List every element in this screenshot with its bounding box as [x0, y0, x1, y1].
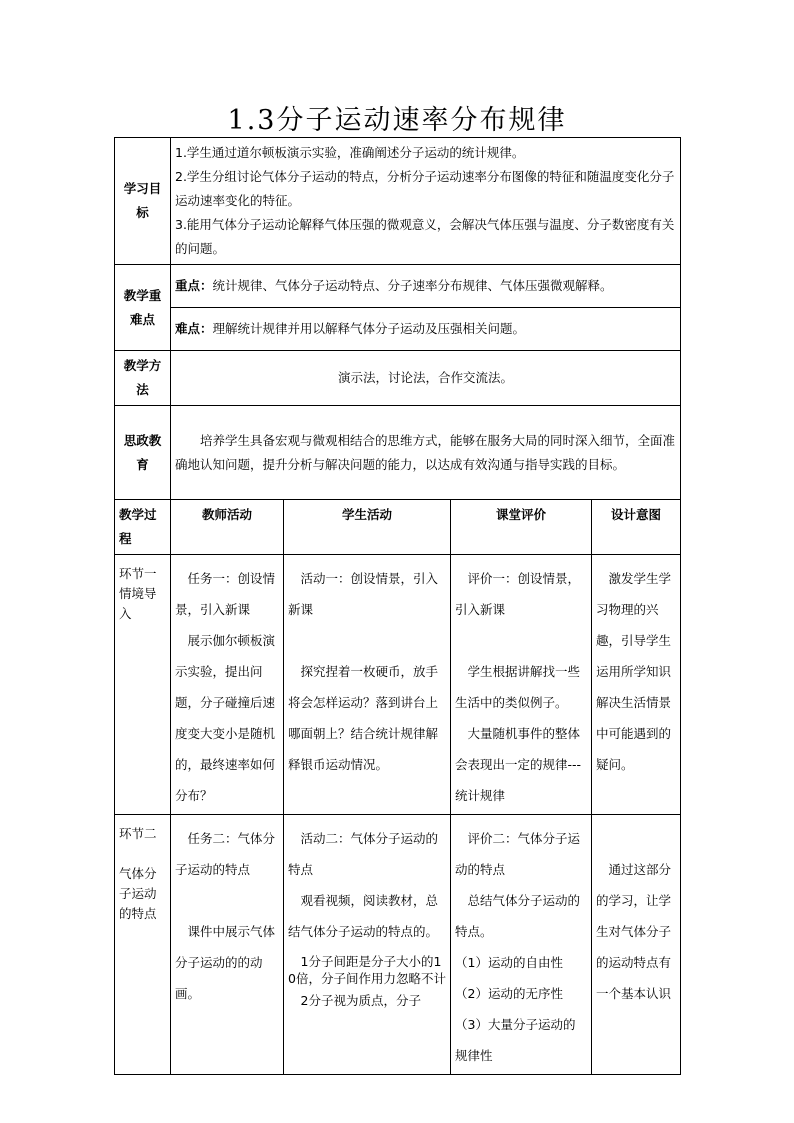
teacher-activity: 任务二：气体分子运动的特点: [175, 831, 276, 877]
difficulty-row: [115, 308, 681, 351]
stage-2-text: 气体分子运动的特点: [119, 866, 157, 921]
objectives-content: [171, 138, 681, 265]
stage-2-design: [592, 815, 681, 1075]
stage-2-student: [284, 815, 451, 1075]
stage-row: [115, 555, 681, 815]
student-activity: 观看视频，阅读教材，总结气体分子运动的特点的。: [288, 893, 439, 939]
stage-1-design: [592, 555, 681, 815]
header-evaluation: 课堂评价: [451, 500, 592, 555]
evaluation-item: 大量随机事件的整体会表现出一定的规律---统计规律: [455, 726, 582, 803]
evaluation-item: （3）大量分子运动的规律性: [455, 1017, 576, 1063]
objectives-row: [115, 138, 681, 265]
objective-item: 3.能用气体分子运动论解释气体压强的微观意义，会解决气体压强与温度、分子数密度有关的问题。: [175, 217, 675, 256]
ideology-text: 培养学生具备宏观与微观相结合的思维方式，能够在服务大局的同时深入细节，全面准确地认知问题，提升分析与解决问题的能力，以达成有效沟通与指导实践的目标。: [175, 432, 676, 472]
stage-2-evaluation: [451, 815, 592, 1075]
stage-1-teacher: [171, 555, 284, 815]
stage-2-teacher: [171, 815, 284, 1075]
focus-text: 统计规律、气体分子运动特点、分子速率分布规律、气体压强微观解释。: [212, 278, 613, 293]
teacher-activity: 课件中展示气体分子运动的的动画。: [175, 924, 276, 1001]
evaluation-item: 总结气体分子运动的特点。: [455, 893, 581, 939]
stage-1-text: 环节一情境导入: [119, 566, 157, 621]
difficulty-label: 难点：: [175, 321, 213, 336]
design-intent: 通过这部分的学习，让学生对气体分子的运动特点有一个基本认识: [596, 862, 672, 1001]
stage-row: [115, 815, 681, 1075]
student-activity: 2分子视为质点，分子: [300, 993, 421, 1008]
stage-2-label: [115, 815, 171, 1075]
ideology-row: [115, 406, 681, 500]
lesson-plan-table: [114, 137, 681, 1075]
header-stage: 教学过程: [115, 500, 171, 555]
header-student: 学生活动: [284, 500, 451, 555]
difficulty-content: [171, 308, 681, 351]
focus-content: [171, 265, 681, 308]
difficulty-text: 理解统计规律并用以解释气体分子运动及压强相关问题。: [212, 321, 526, 336]
ideology-label: 思政教育: [115, 406, 171, 500]
method-row: [115, 351, 681, 406]
header-design: 设计意图: [592, 500, 681, 555]
student-activity: 探究捏着一枚硬币，放手将会怎样运动？落到讲台上哪面朝上？结合统计规律解释银币运动情况。: [288, 664, 439, 772]
ideology-content: [171, 406, 681, 500]
key-points-label: 教学重难点: [115, 265, 171, 351]
stage-1-evaluation: [451, 555, 592, 815]
objectives-label: 学习目标: [115, 138, 171, 265]
teacher-activity: 展示伽尔顿板演示实验，提出问题，分子碰撞后速度变大变小是随机的，最终速率如何分布？: [175, 633, 276, 803]
focus-label: 重点：: [175, 278, 213, 293]
evaluation-item: （2）运动的无序性: [455, 986, 563, 1001]
header-teacher: 教师活动: [171, 500, 284, 555]
page-title: 1.3分子运动速率分布规律: [227, 105, 567, 136]
student-activity: 活动二：气体分子运动的特点: [288, 831, 439, 877]
stage-1-student: [284, 555, 451, 815]
evaluation-item: 学生根据讲解找一些生活中的类似例子。: [455, 664, 581, 710]
evaluation-item: 评价一：创设情景，引入新课: [455, 571, 581, 617]
student-activity: 活动一：创设情景，引入新课: [288, 571, 439, 617]
focus-row: [115, 265, 681, 308]
method-label: 教学方法: [115, 351, 171, 406]
evaluation-item: 评价二：气体分子运动的特点: [455, 831, 581, 877]
method-text: 演示法，讨论法，合作交流法。: [171, 351, 681, 406]
evaluation-item: （1）运动的自由性: [455, 955, 563, 970]
process-header-row: [115, 500, 681, 555]
teacher-activity: 任务一：创设情景，引入新课: [175, 571, 276, 617]
objective-item: 1.学生通过道尔顿板演示实验，准确阐述分子运动的统计规律。: [175, 145, 525, 160]
student-activity: 1分子间距是分子大小的10倍，分子间作用力忽略不计: [288, 954, 446, 986]
design-intent: 激发学生学习物理的兴趣，引导学生运用所学知识解决生活情景中可能遇到的疑问。: [596, 571, 672, 772]
stage-1-label: [115, 555, 171, 815]
stage-2-num: 环节二: [119, 826, 157, 841]
objective-item: 2.学生分组讨论气体分子运动的特点，分析分子运动速率分布图像的特征和随温度变化分子运动速率变化的特征。: [175, 169, 675, 208]
